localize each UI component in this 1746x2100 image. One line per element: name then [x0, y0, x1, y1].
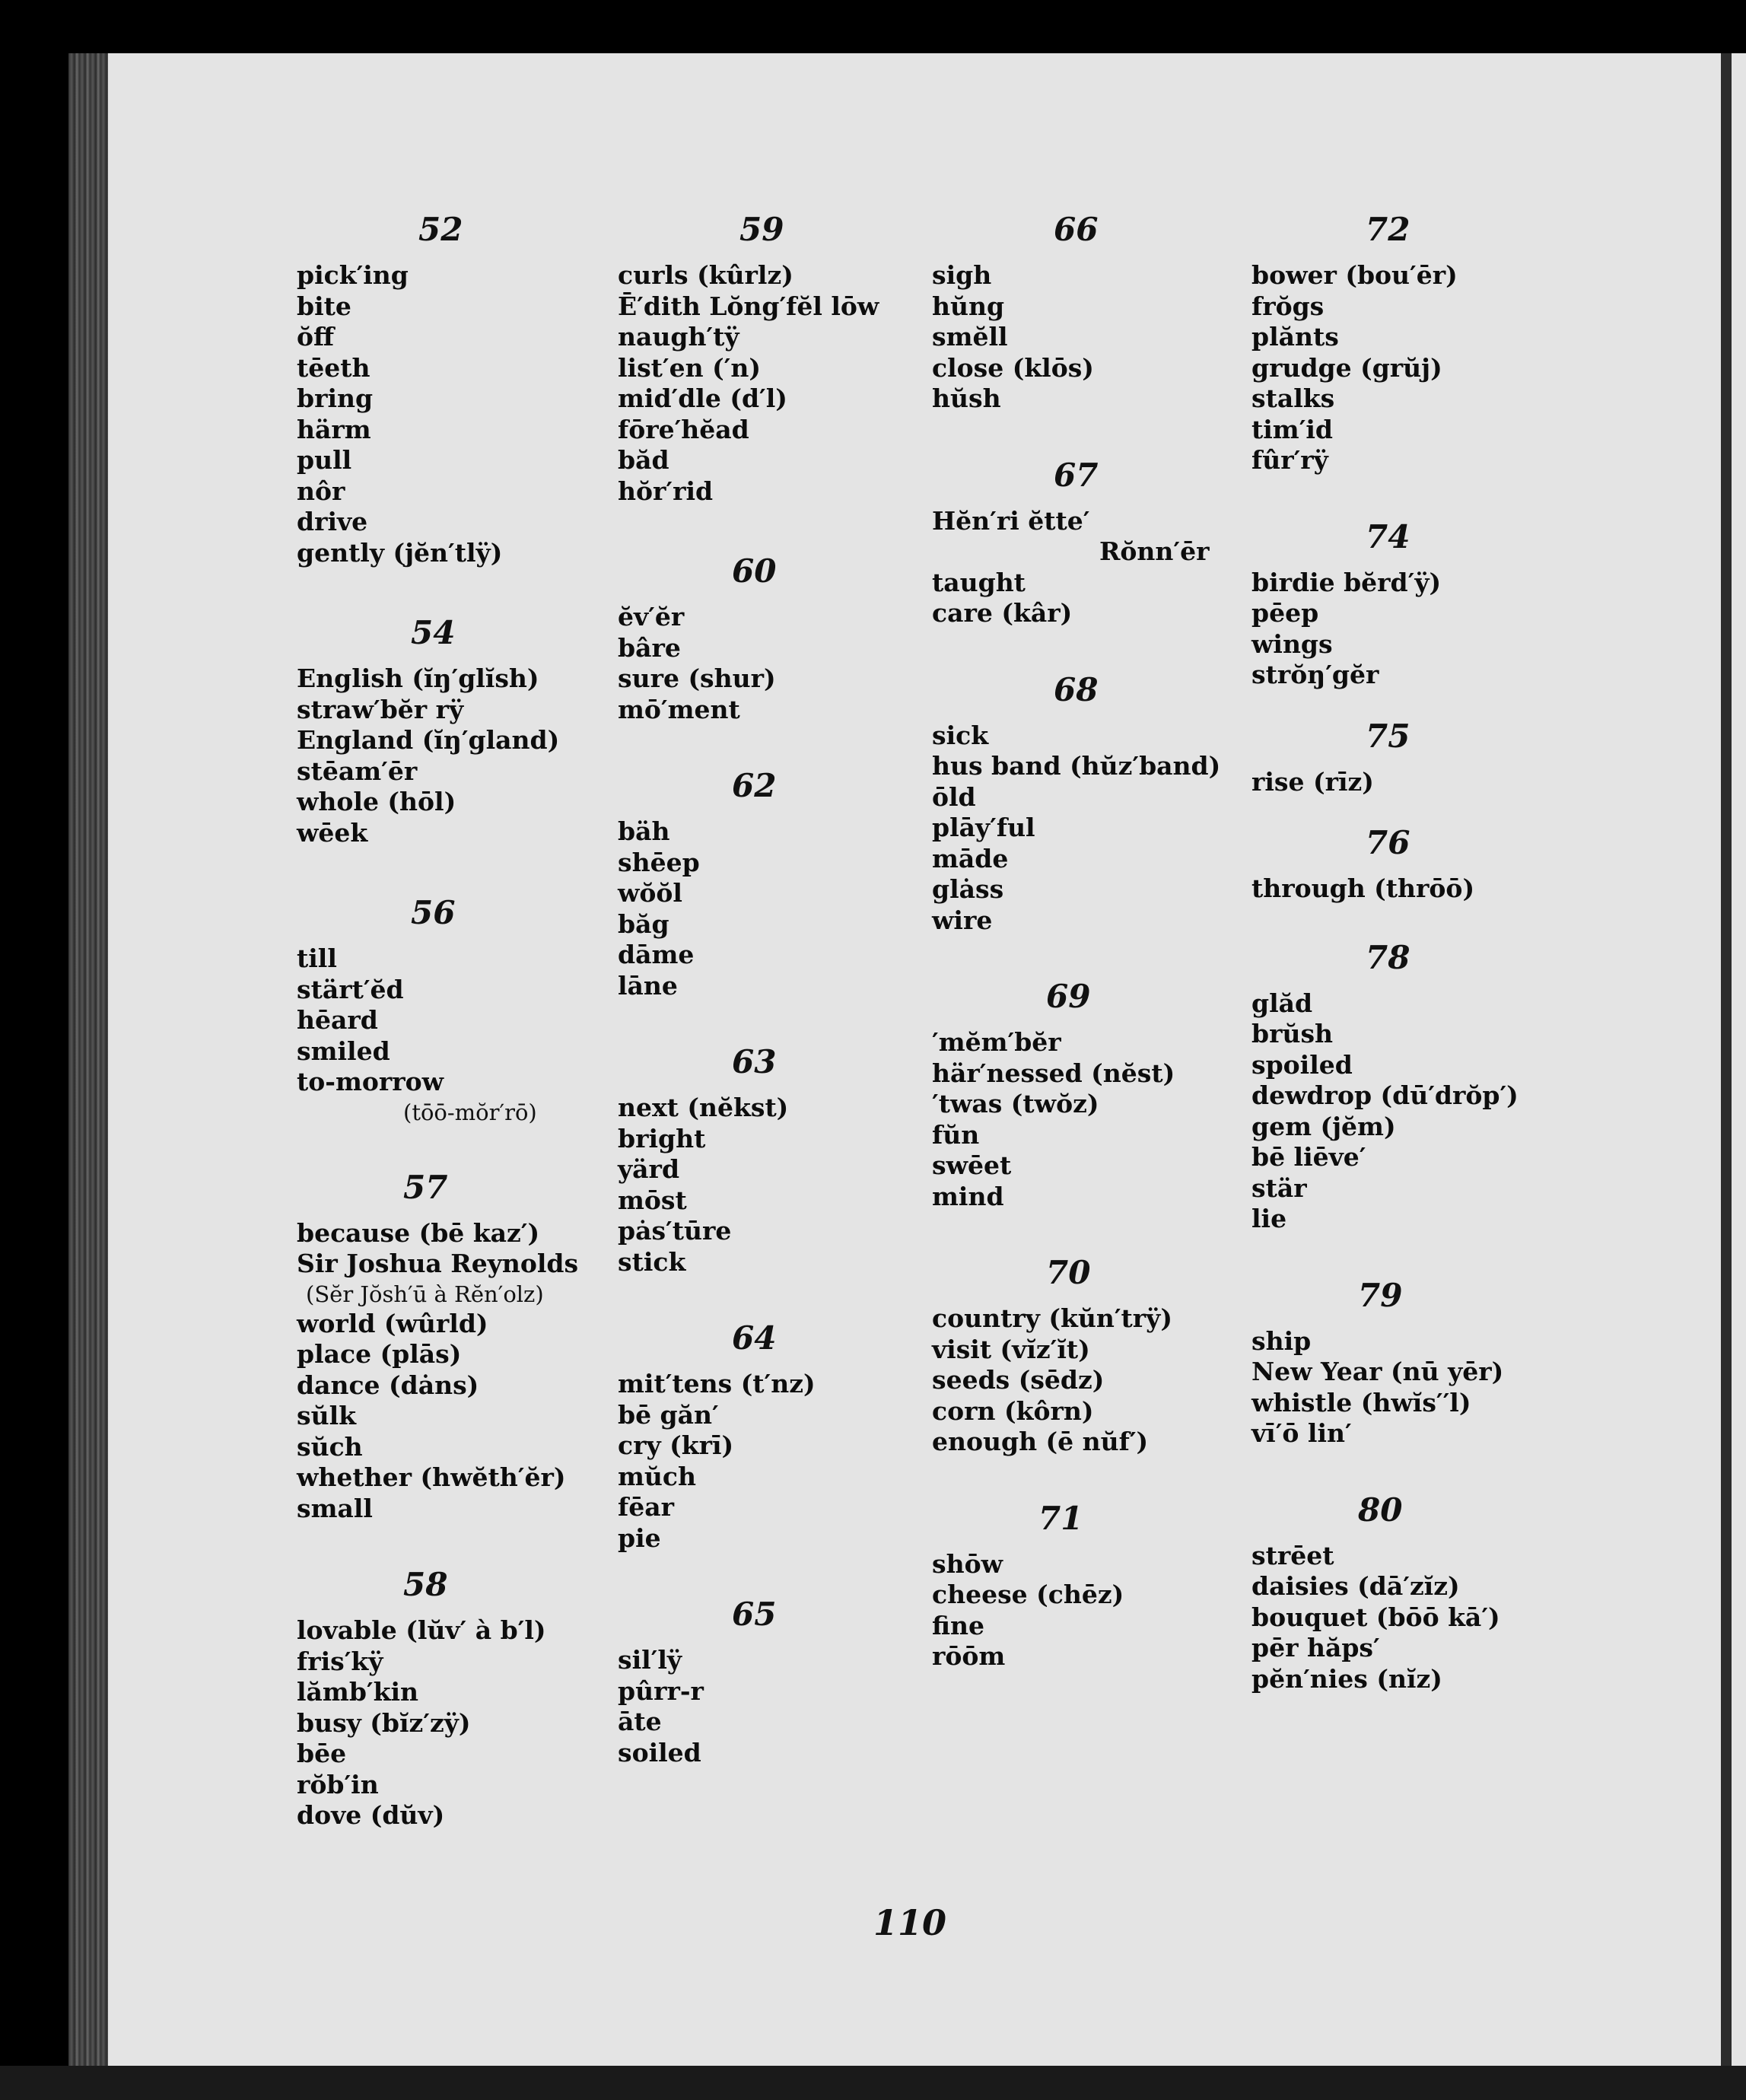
- lesson-number: 68: [1054, 670, 1099, 708]
- word-entry: ōld: [932, 781, 976, 812]
- word-entry: pēep: [1251, 598, 1319, 628]
- word-entry: mind: [932, 1181, 1004, 1211]
- lesson-section: [297, 603, 631, 848]
- word-entry: because (bē kaz′): [297, 1217, 540, 1248]
- lesson-number: 59: [739, 211, 784, 248]
- word-entry: birdie bĕrd′ÿ): [1251, 567, 1442, 597]
- lesson-number: 78: [1366, 938, 1410, 976]
- word-entry: rŏb′in: [297, 1769, 379, 1799]
- word-entry: bē găn′: [618, 1399, 719, 1430]
- word-entry: dance (dȧns): [297, 1370, 479, 1400]
- word-entry: whether (hwĕth′ĕr): [297, 1462, 566, 1492]
- word-entry: stēam′ēr: [297, 756, 418, 786]
- word-entry: bring: [297, 383, 374, 413]
- lesson-number: 69: [1046, 978, 1091, 1015]
- word-entry: place (plās): [297, 1339, 462, 1369]
- word-entry: pie: [618, 1522, 661, 1553]
- word-entry: sick: [932, 720, 989, 750]
- lesson-number: 74: [1366, 517, 1410, 555]
- lesson-number: 76: [1366, 824, 1410, 861]
- word-entry: lie: [1251, 1204, 1287, 1233]
- lesson-section: [618, 1584, 953, 1768]
- word-entry: small: [297, 1493, 373, 1523]
- word-entry: whole (hōl): [297, 787, 456, 816]
- word-entry: rōōm: [932, 1641, 1006, 1671]
- word-entry: sŭlk: [297, 1401, 356, 1430]
- word-entry: glȧss: [932, 874, 1004, 904]
- word-entry: fris′kÿ: [297, 1646, 383, 1676]
- word-entry: ′twas (twŏz): [932, 1089, 1099, 1118]
- word-entry: băd: [618, 445, 669, 475]
- word-entry: drive: [297, 507, 368, 536]
- word-entry: cry (krī): [618, 1430, 734, 1460]
- lesson-section: [618, 756, 953, 1001]
- word-entry: whistle (hwĭs′′l): [1251, 1387, 1471, 1418]
- word-entry: lămb′kin: [297, 1677, 419, 1707]
- lesson-section: [932, 966, 1267, 1212]
- lesson-section: [618, 1308, 953, 1554]
- word-entry: frŏgs: [1251, 291, 1325, 321]
- word-entry: Hĕn′ri ĕtte′: [932, 505, 1090, 536]
- lesson-number: 72: [1366, 211, 1410, 248]
- lesson-section: [932, 199, 1267, 415]
- word-entry: sil′lÿ: [618, 1645, 682, 1675]
- word-entry: sure (shur): [618, 663, 776, 693]
- word-entry: hŭng: [932, 291, 1005, 321]
- lesson-number: 70: [1046, 1254, 1091, 1291]
- word-entry: fēar: [618, 1492, 674, 1522]
- word-entry: sigh: [932, 260, 992, 290]
- word-entry: glăd: [1251, 988, 1313, 1018]
- word-entry: stär: [1251, 1172, 1307, 1203]
- word-entry: pĕn′nies (nĭz): [1251, 1663, 1442, 1694]
- word-entry: rise (rīz): [1251, 766, 1374, 797]
- lesson-section: [618, 541, 953, 725]
- lesson-number: 62: [732, 767, 777, 804]
- page-number: 110: [873, 1902, 947, 1943]
- word-entry: straw′bĕr rÿ: [297, 694, 464, 724]
- word-entry: till: [297, 943, 337, 973]
- lesson-section: [932, 1242, 1267, 1458]
- word-entry: bright: [618, 1123, 706, 1153]
- word-entry: Rŏnn′ēr: [1099, 536, 1210, 566]
- lesson-number: 60: [732, 552, 777, 590]
- word-entry: close (klōs): [932, 352, 1094, 383]
- word-entry: stalks: [1251, 383, 1335, 413]
- word-entry: brŭsh: [1251, 1019, 1334, 1048]
- word-entry: bite: [297, 291, 351, 321]
- word-entry: hus band (hŭz′band): [932, 751, 1221, 781]
- word-entry: visit (vĭz′ĭt): [932, 1334, 1090, 1364]
- word-entry: Ē′dith Lŏng′fĕl lōw: [618, 291, 879, 321]
- word-entry: plănts: [1251, 322, 1339, 352]
- word-entry: through (thrōō): [1251, 873, 1475, 903]
- word-entry: bē liēve′: [1251, 1142, 1366, 1172]
- word-entry: pȧs′tūre: [618, 1216, 732, 1246]
- word-entry: fûr′rÿ: [1251, 445, 1328, 475]
- word-entry: shōw: [932, 1548, 1003, 1579]
- word-entry: country (kŭn′trÿ): [932, 1303, 1172, 1333]
- lesson-section: [618, 1032, 953, 1278]
- word-entry: world (wûrld): [297, 1308, 488, 1338]
- lesson-number: 57: [403, 1168, 448, 1206]
- word-entry: strēet: [1251, 1540, 1334, 1570]
- lesson-number: 58: [403, 1566, 448, 1603]
- word-entry: lovable (lŭv′ à b′l): [297, 1615, 546, 1645]
- word-entry: vī′ō lin′: [1251, 1418, 1352, 1448]
- word-entry: härm: [297, 414, 371, 444]
- word-entry: mō′ment: [618, 694, 740, 724]
- lesson-number: 67: [1054, 456, 1099, 494]
- word-entry: spoiled: [1251, 1049, 1353, 1080]
- word-entry: bâre: [618, 632, 681, 663]
- word-entry: māde: [932, 843, 1009, 873]
- word-entry: wŏŏl: [618, 878, 682, 908]
- word-entry: hŏr′rid: [618, 476, 714, 506]
- word-entry: naugh′tÿ: [618, 322, 739, 352]
- word-entry: bower (bou′ēr): [1251, 260, 1458, 290]
- word-entry: ′mĕm′bĕr: [932, 1027, 1061, 1057]
- word-entry: strŏŋ′gĕr: [1251, 660, 1379, 689]
- lesson-section: [932, 445, 1267, 629]
- lesson-section: [1251, 199, 1586, 476]
- word-entry: här′nessed (nĕst): [932, 1058, 1175, 1088]
- word-entry: āte: [618, 1707, 662, 1736]
- word-entry: ship: [1251, 1325, 1312, 1356]
- word-entry: yärd: [618, 1154, 680, 1184]
- word-entry: hŭsh: [932, 383, 1001, 413]
- lesson-number: 71: [1038, 1499, 1083, 1537]
- lesson-number: 66: [1054, 211, 1099, 248]
- word-entry: to-morrow: [297, 1067, 444, 1096]
- word-entry: pēr hăps′: [1251, 1633, 1380, 1662]
- word-entry: wire: [932, 905, 993, 935]
- word-entry: daisies (dā′zĭz): [1251, 1571, 1460, 1601]
- page-gutter-shadow: [1721, 53, 1732, 2066]
- word-entry: seeds (sēdz): [932, 1365, 1105, 1395]
- word-entry: smĕll: [932, 322, 1008, 352]
- lesson-number: 75: [1366, 717, 1410, 755]
- lesson-section: [297, 199, 631, 568]
- lesson-number: 80: [1358, 1491, 1403, 1529]
- lesson-section: [297, 883, 631, 1127]
- column-3: [932, 199, 1267, 1672]
- lesson-section: [618, 199, 953, 507]
- lesson-section: [1251, 706, 1586, 798]
- book-binding: [68, 53, 108, 2066]
- word-entry: fŭn: [932, 1119, 980, 1150]
- word-entry: taught: [932, 567, 1026, 597]
- word-entry: New Year (nū yēr): [1251, 1357, 1504, 1386]
- word-entry: next (nĕkst): [618, 1093, 789, 1122]
- word-entry: smiled: [297, 1036, 390, 1066]
- word-entry: ĕv′ĕr: [618, 602, 685, 632]
- lesson-section: [932, 1488, 1267, 1672]
- word-entry: tim′id: [1251, 414, 1334, 444]
- lesson-section: [1251, 928, 1586, 1235]
- word-entry: hēard: [297, 1005, 378, 1035]
- word-entry: corn (kôrn): [932, 1395, 1094, 1426]
- lesson-number: 63: [732, 1043, 777, 1080]
- word-entry: ŏff: [297, 322, 335, 352]
- lesson-section: [297, 1157, 631, 1525]
- lesson-number: 65: [732, 1596, 777, 1633]
- word-entry: England (ĭŋ′gland): [297, 725, 560, 755]
- word-entry: dove (dŭv): [297, 1800, 445, 1830]
- column-1: [297, 199, 631, 1831]
- word-entry: stick: [618, 1246, 686, 1277]
- word-entry: tēeth: [297, 352, 371, 383]
- word-entry: bäh: [618, 816, 670, 846]
- word-entry: gem (jĕm): [1251, 1111, 1396, 1141]
- word-entry: sŭch: [297, 1431, 363, 1462]
- word-entry: Sir Joshua Reynolds: [297, 1249, 579, 1278]
- word-entry: dāme: [618, 940, 695, 969]
- word-entry: list′en (′n): [618, 352, 761, 383]
- word-entry: pick′ing: [297, 260, 409, 290]
- word-entry: pûrr-r: [618, 1675, 704, 1706]
- pronunciation-gloss: (tōō-mŏr′rō): [403, 1099, 537, 1125]
- word-entry: soiled: [618, 1737, 701, 1768]
- lesson-section: [1251, 1480, 1586, 1695]
- lesson-number: 52: [418, 211, 463, 248]
- lesson-section: [1251, 507, 1586, 691]
- word-entry: swēet: [932, 1150, 1012, 1180]
- word-entry: lāne: [618, 970, 678, 1001]
- word-entry: stärt′ĕd: [297, 974, 404, 1004]
- word-entry: mid′dle (d′l): [618, 383, 787, 413]
- word-entry: mŭch: [618, 1461, 696, 1491]
- word-entry: cheese (chēz): [932, 1580, 1124, 1609]
- lesson-number: 56: [411, 894, 456, 931]
- word-entry: curls (kûrlz): [618, 260, 793, 290]
- word-entry: fōre′hĕad: [618, 414, 749, 444]
- word-entry: pull: [297, 445, 352, 475]
- word-entry: shēep: [618, 847, 700, 877]
- lesson-number: 54: [411, 614, 456, 651]
- word-entry: mōst: [618, 1185, 687, 1215]
- word-entry: dewdrop (dū′drŏp′): [1251, 1080, 1519, 1110]
- pronunciation-gloss: (Sĕr Jŏsh′ū à Rĕn′olz): [306, 1281, 544, 1307]
- word-entry: enough (ē nŭf′): [932, 1427, 1149, 1456]
- word-entry: busy (bĭz′zÿ): [297, 1707, 471, 1738]
- word-entry: grudge (grŭj): [1251, 352, 1442, 383]
- word-entry: wēek: [297, 817, 368, 848]
- lesson-section: [932, 660, 1267, 937]
- word-entry: gently (jĕn′tlÿ): [297, 537, 503, 568]
- lesson-section: [297, 1554, 631, 1831]
- lesson-section: [1251, 813, 1586, 905]
- facing-page-edge: [1732, 53, 1746, 2066]
- scan-bottom-border: [0, 2066, 1746, 2100]
- word-entry: fine: [932, 1610, 984, 1640]
- word-entry: mit′tens (t′nz): [618, 1369, 816, 1398]
- column-4: [1251, 199, 1586, 1694]
- column-2: [618, 199, 953, 1768]
- word-entry: bouquet (bōō kā′): [1251, 1602, 1500, 1632]
- word-entry: wings: [1251, 628, 1333, 659]
- word-entry: care (kâr): [932, 598, 1073, 628]
- word-entry: nôr: [297, 476, 345, 506]
- word-entry: English (ĭŋ′glĭsh): [297, 663, 539, 693]
- word-entry: bēe: [297, 1739, 347, 1768]
- lesson-number: 79: [1358, 1276, 1403, 1314]
- word-entry: plāy′ful: [932, 813, 1035, 842]
- word-entry: băg: [618, 908, 669, 939]
- lesson-section: [1251, 1265, 1586, 1449]
- lesson-number: 64: [732, 1319, 777, 1357]
